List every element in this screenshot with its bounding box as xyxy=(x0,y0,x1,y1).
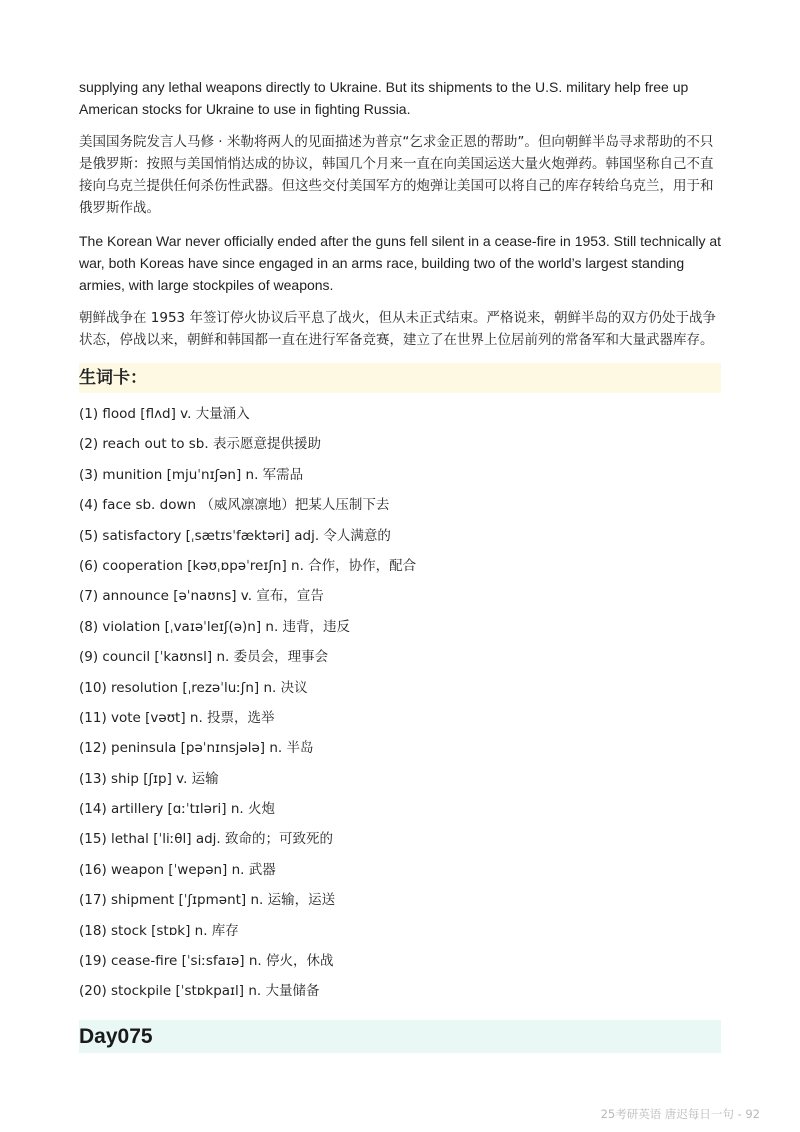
vocab-item: (1) flood [flʌd] v. 大量涌入 xyxy=(79,406,250,422)
day-title: Day075 xyxy=(79,1020,721,1053)
vocab-list xyxy=(79,399,721,1007)
vocab-section-title: 生词卡： xyxy=(79,363,721,393)
paragraph-cn-2: 朝鲜战争在 1953 年签订停火协议后平息了战火，但从未正式结束。严格说来，朝鲜半岛的双方仍处于战争状态，停战以来，朝鲜和韩国都一直在进行军备竞赛，建立了在世界上位居前列的常备军和大量武器库存。 xyxy=(79,310,716,348)
vocab-item: (9) council [ˈkaʊnsl] n. 委员会，理事会 xyxy=(79,649,329,666)
vocab-item: (5) satisfactory [ˌsætɪsˈfæktəri] adj. 令人满意的 xyxy=(79,527,391,544)
vocab-item: (18) stock [stɒk] n. 库存 xyxy=(79,922,239,939)
vocab-item: (8) violation [ˌvaɪəˈleɪʃ(ə)n] n. 违背，违反 xyxy=(79,618,351,635)
vocab-item: (15) lethal [ˈliːθl] adj. 致命的；可致死的 xyxy=(79,831,333,848)
vocab-item: (6) cooperation [kəʊˌɒpəˈreɪʃn] n. 合作，协作，配合 xyxy=(79,557,417,574)
vocab-item: (20) stockpile [ˈstɒkpaɪl] n. 大量储备 xyxy=(79,983,320,1000)
vocab-item: (17) shipment [ˈʃɪpmənt] n. 运输，运送 xyxy=(79,892,336,909)
paragraph-en-1: supplying any lethal weapons directly to Ukraine. But its shipments to the U.S. military help free up American stocks for Ukraine to use in fighting Russia. xyxy=(79,79,689,117)
paragraph-en-2: The Korean War never officially ended after the guns fell silent in a cease-fire in 1953. Still technically at war, both Koreas have since engaged in an arms race, building two of the world’s largest standing armies, with large stockpiles of weapons. xyxy=(79,233,722,293)
vocab-item: (4) face sb. down （威风凛凛地）把某人压制下去 xyxy=(79,497,390,514)
vocab-item: (3) munition [mjuˈnɪʃən] n. 军需品 xyxy=(79,466,304,483)
vocab-item: (12) peninsula [pəˈnɪnsjələ] n. 半岛 xyxy=(79,740,314,757)
vocab-item: (16) weapon [ˈwepən] n. 武器 xyxy=(79,861,276,878)
paragraph-cn-1: 美国国务院发言人马修 · 米勒将两人的见面描述为普京“乞求金正恩的帮助”。但向朝鲜半岛寻求帮助的不只是俄罗斯：按照与美国悄悄达成的协议，韩国几个月来一直在向美国运送大量火炮弹药。韩国坚称自己不直接向乌克兰提供任何杀伤性武器。但这些交付美国军方的炮弹让美国可以将自己的库存转给乌克兰，用于和俄罗斯作战。 xyxy=(79,134,714,216)
vocab-item: (14) artillery [ɑːˈtɪləri] n. 火炮 xyxy=(79,801,275,818)
vocab-item: (13) ship [ʃɪp] v. 运输 xyxy=(79,770,219,787)
document-body xyxy=(79,76,721,1007)
vocab-item: (10) resolution [ˌrezəˈluːʃn] n. 决议 xyxy=(79,679,308,696)
vocab-item: (19) cease-fire [ˈsiːsfaɪə] n. 停火，休战 xyxy=(79,953,334,970)
vocab-item: (2) reach out to sb. 表示愿意提供援助 xyxy=(79,436,321,453)
vocab-item: (7) announce [əˈnaʊns] v. 宣布，宣告 xyxy=(79,588,324,605)
page-footer: 25考研英语 唐迟每日一句 - 92 xyxy=(600,1107,760,1121)
vocab-item: (11) vote [vəʊt] n. 投票，选举 xyxy=(79,709,275,726)
